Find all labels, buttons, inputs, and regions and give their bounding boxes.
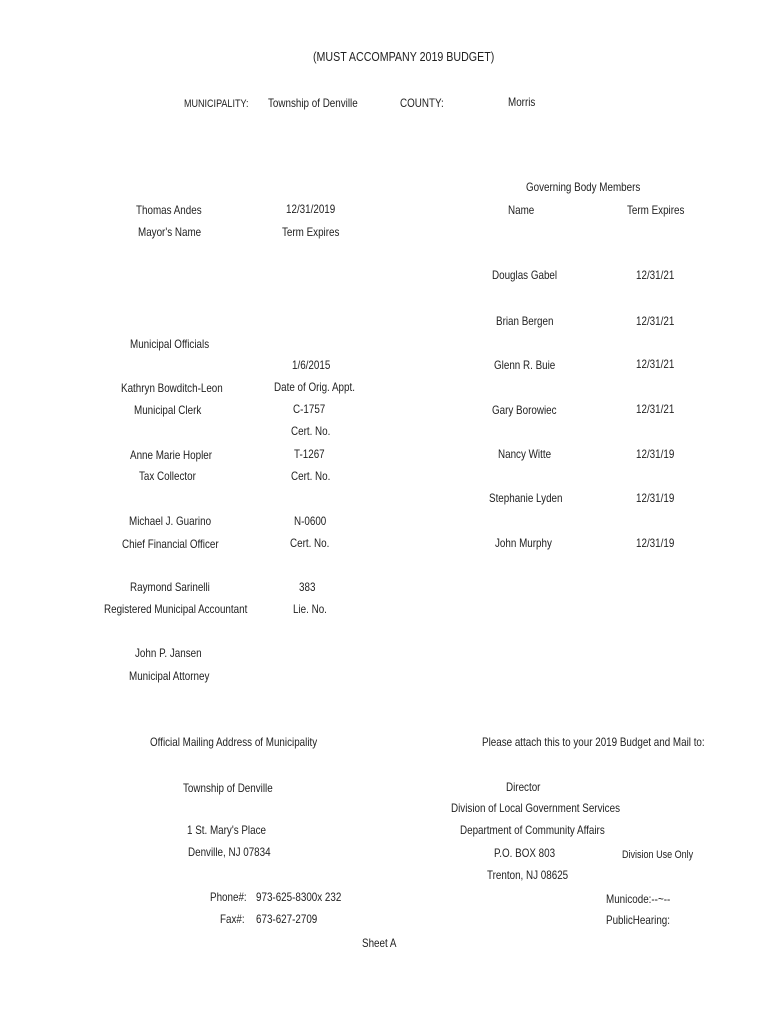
phone-label: Phone#: (210, 890, 247, 904)
mailing-line2: 1 St. Mary's Place (187, 823, 266, 837)
tax-collector-cert: T-1267 (294, 447, 325, 461)
mailing-line3: Denville, NJ 07834 (188, 845, 271, 859)
attorney-title: Municipal Attorney (129, 669, 210, 683)
member-term: 12/31/19 (636, 491, 675, 505)
member-term: 12/31/19 (636, 536, 675, 550)
clerk-title: Municipal Clerk (134, 403, 202, 417)
return-line5: Trenton, NJ 08625 (487, 868, 569, 882)
cfo-cert-caption: Cert. No. (290, 536, 330, 550)
sheet-label: Sheet A (362, 936, 397, 950)
tax-collector-name: Anne Marie Hopler (130, 448, 213, 462)
mailing-line1: Township of Denville (183, 781, 273, 795)
mayor-name-caption: Mayor's Name (138, 225, 202, 239)
officials-heading: Municipal Officials (130, 337, 210, 351)
fax-value: 673-627-2709 (256, 912, 318, 926)
tax-collector-cert-caption: Cert. No. (291, 469, 331, 483)
rma-license-caption: Lie. No. (293, 602, 327, 616)
mailing-heading: Official Mailing Address of Municipality (150, 735, 318, 749)
member-term: 12/31/21 (636, 402, 675, 416)
municode-label: Municode:--~-- (606, 892, 671, 906)
cfo-title: Chief Financial Officer (122, 537, 219, 551)
cfo-name: Michael J. Guarino (129, 514, 212, 528)
clerk-name: Kathryn Bowditch-Leon (121, 381, 223, 395)
member-name: Glenn R. Buie (494, 358, 556, 372)
rma-name: Raymond Sarinelli (130, 580, 210, 594)
mayor-name: Thomas Andes (136, 203, 202, 217)
return-line4: P.O. BOX 803 (494, 846, 556, 860)
member-name: Gary Borowiec (492, 403, 557, 417)
member-name: Douglas Gabel (492, 268, 558, 282)
return-heading: Please attach this to your 2019 Budget and Mail to: (482, 735, 705, 749)
clerk-cert-caption: Cert. No. (291, 424, 331, 438)
page-title: (MUST ACCOMPANY 2019 BUDGET) (313, 49, 495, 64)
mayor-term-caption: Term Expires (282, 225, 340, 239)
governing-body-name-header: Name (508, 203, 535, 217)
governing-body-heading: Governing Body Members (526, 180, 641, 194)
member-name: John Murphy (495, 536, 552, 550)
municipality-label: MUNICIPALITY: (184, 98, 249, 110)
rma-license: 383 (299, 580, 316, 594)
county-label: COUNTY: (400, 96, 444, 110)
return-line2: Division of Local Government Services (451, 801, 620, 815)
member-term: 12/31/21 (636, 357, 675, 371)
public-hearing-label: PublicHearing: (606, 913, 670, 927)
clerk-appt-date: 1/6/2015 (292, 358, 331, 372)
mayor-term: 12/31/2019 (286, 202, 336, 216)
member-name: Nancy Witte (498, 447, 552, 461)
member-name: Stephanie Lyden (489, 491, 563, 505)
return-line1: Director (506, 780, 541, 794)
attorney-name: John P. Jansen (135, 646, 202, 660)
clerk-appt-caption: Date of Orig. Appt. (274, 380, 355, 394)
fax-label: Fax#: (220, 912, 245, 926)
member-term: 12/31/19 (636, 447, 675, 461)
division-use-only: Division Use Only (622, 849, 694, 861)
rma-title: Registered Municipal Accountant (104, 602, 248, 616)
member-term: 12/31/21 (636, 268, 675, 282)
member-term: 12/31/21 (636, 314, 675, 328)
clerk-cert: C-1757 (293, 402, 326, 416)
member-name: Brian Bergen (496, 314, 554, 328)
municipality-value: Township of Denville (268, 96, 358, 110)
county-value: Morris (508, 95, 536, 109)
phone-value: 973-625-8300x 232 (256, 890, 342, 904)
governing-body-term-header: Term Expires (627, 203, 685, 217)
tax-collector-title: Tax Collector (139, 469, 196, 483)
return-line3: Department of Community Affairs (460, 823, 605, 837)
cfo-cert: N-0600 (294, 514, 327, 528)
